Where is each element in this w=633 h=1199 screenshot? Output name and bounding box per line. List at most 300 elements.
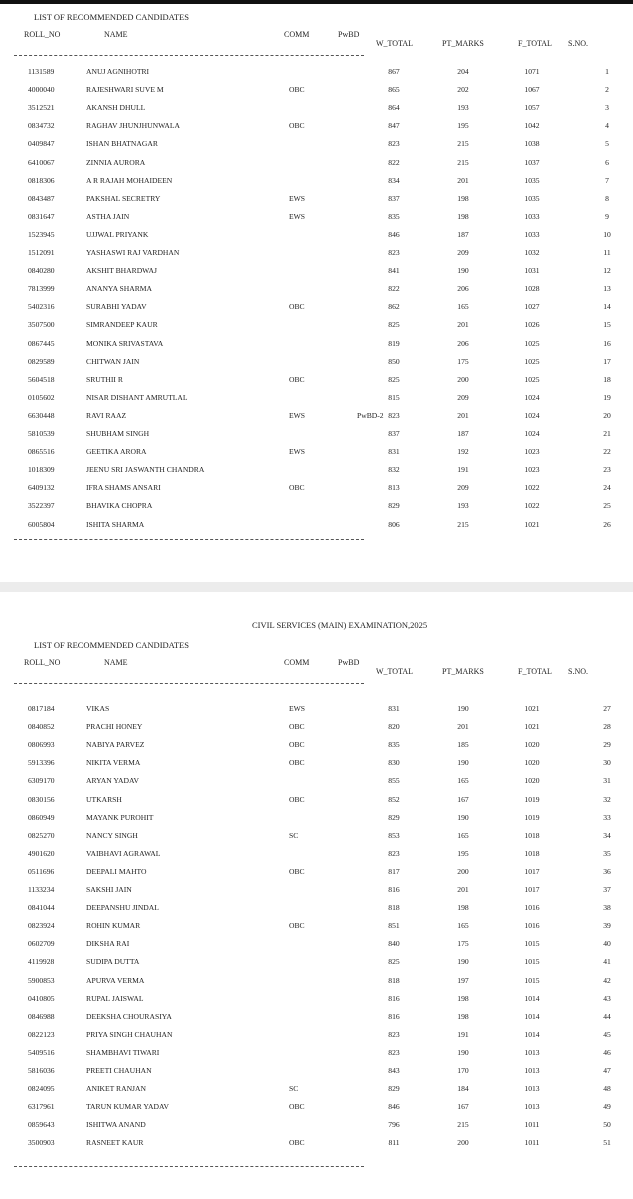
- sno-cell: 14: [603, 302, 611, 312]
- table-row: [0, 339, 633, 357]
- pt-marks-cell: 215: [457, 139, 469, 149]
- f-total-cell: 1031: [524, 266, 540, 276]
- table-row: [0, 121, 633, 139]
- sno-cell: 12: [603, 266, 611, 276]
- document-page-2: [0, 592, 633, 1199]
- table-row: [0, 520, 633, 538]
- name-cell: SRUTHII R: [86, 374, 123, 384]
- f-total-cell: 1024: [524, 429, 540, 438]
- table-row: [0, 176, 633, 194]
- name-cell: ISHITA SHARMA: [86, 519, 145, 529]
- f-total-cell: 1028: [524, 284, 540, 294]
- f-total-cell: 1026: [524, 320, 540, 330]
- w-total-cell: 846: [388, 229, 400, 239]
- name-cell: ISHITWA ANAND: [86, 1120, 146, 1130]
- table-row: [0, 831, 633, 849]
- f-total-cell: 1019: [524, 794, 540, 804]
- name-cell: SURABHI YADAV: [86, 302, 147, 312]
- roll-no-cell: 0834732: [28, 121, 55, 131]
- sno-cell: 31: [603, 776, 611, 786]
- f-total-cell: 1057: [524, 103, 540, 113]
- pt-marks-cell: 193: [457, 103, 469, 113]
- w-total-cell: 811: [388, 1138, 400, 1148]
- sno-cell: 26: [603, 519, 611, 529]
- table-row: [0, 1102, 633, 1120]
- pt-marks-cell: 165: [457, 776, 469, 786]
- name-cell: RUPAL JAISWAL: [86, 993, 144, 1003]
- f-total-cell: 1038: [524, 139, 540, 149]
- roll-no-cell: 0840852: [28, 722, 55, 732]
- w-total-cell: 825: [388, 957, 400, 967]
- pt-marks-cell: 185: [457, 740, 469, 750]
- name-cell: PRACHI HONEY: [86, 722, 143, 732]
- table-row: [0, 447, 633, 465]
- sno-cell: 10: [603, 229, 611, 239]
- header-pt-marks: PT_MARKS: [442, 39, 484, 48]
- table-row: [0, 212, 633, 230]
- f-total-cell: 1071: [524, 67, 540, 76]
- roll-no-cell: 0823924: [28, 921, 55, 931]
- roll-no-cell: 3507500: [28, 320, 55, 330]
- sno-cell: 33: [603, 812, 611, 822]
- roll-no-cell: 1523945: [28, 229, 55, 239]
- pt-marks-cell: 190: [457, 812, 469, 822]
- w-total-cell: 834: [388, 175, 400, 185]
- roll-no-cell: 0841044: [28, 903, 55, 913]
- table-row: [0, 302, 633, 320]
- roll-no-cell: 1512091: [28, 248, 55, 257]
- w-total-cell: 847: [388, 121, 400, 131]
- w-total-cell: 846: [388, 1102, 400, 1112]
- table-row: [0, 194, 633, 212]
- comm-cell: EWS: [289, 447, 306, 457]
- name-cell: ANANYA SHARMA: [86, 284, 153, 294]
- f-total-cell: 1067: [524, 85, 540, 95]
- comm-cell: OBC: [289, 722, 305, 732]
- table-row: [0, 320, 633, 338]
- name-cell: RAVI RAAZ: [86, 410, 127, 420]
- header-divider: [14, 55, 364, 56]
- pt-marks-cell: 215: [457, 519, 469, 529]
- w-total-cell: 865: [388, 85, 400, 95]
- table-row: [0, 813, 633, 831]
- pt-marks-cell: 201: [457, 320, 469, 330]
- roll-no-cell: 7813999: [28, 284, 55, 294]
- f-total-cell: 1025: [524, 374, 540, 384]
- pt-marks-cell: 200: [457, 1138, 469, 1148]
- sno-cell: 44: [603, 1011, 611, 1021]
- roll-no-cell: 5604518: [28, 374, 55, 384]
- sno-cell: 43: [603, 993, 611, 1003]
- page-gap: [0, 582, 633, 592]
- f-total-cell: 1021: [524, 722, 540, 732]
- sno-cell: 11: [603, 248, 611, 257]
- w-total-cell: 837: [388, 193, 400, 203]
- pt-marks-cell: 209: [457, 248, 469, 257]
- table-row: [0, 230, 633, 248]
- w-total-cell: 831: [388, 704, 400, 713]
- roll-no-cell: 0865516: [28, 447, 55, 457]
- f-total-cell: 1035: [524, 175, 540, 185]
- w-total-cell: 816: [388, 885, 400, 894]
- roll-no-cell: 1131589: [28, 67, 55, 76]
- name-cell: SUDIPA DUTTA: [86, 957, 140, 967]
- name-cell: AKANSH DHULL: [86, 103, 146, 113]
- w-total-cell: 835: [388, 211, 400, 221]
- pt-marks-cell: 170: [457, 1066, 469, 1075]
- name-cell: RASNEET KAUR: [86, 1138, 144, 1148]
- table-row: [0, 393, 633, 411]
- pt-marks-cell: 167: [457, 1102, 469, 1112]
- table-row: [0, 429, 633, 447]
- w-total-cell: 831: [388, 447, 400, 457]
- name-cell: AKSHIT BHARDWAJ: [86, 266, 157, 276]
- name-cell: UJJWAL PRIYANK: [86, 229, 149, 239]
- table-row: [0, 266, 633, 284]
- f-total-cell: 1020: [524, 758, 540, 768]
- table-row: [0, 939, 633, 957]
- header-roll-no: ROLL_NO: [24, 658, 61, 667]
- f-total-cell: 1015: [524, 975, 540, 985]
- w-total-cell: 830: [388, 758, 400, 768]
- table-row: [0, 867, 633, 885]
- name-cell: TARUN KUMAR YADAV: [86, 1102, 169, 1112]
- pt-marks-cell: 215: [457, 157, 469, 167]
- f-total-cell: 1023: [524, 465, 540, 475]
- header-roll-no: ROLL_NO: [24, 30, 61, 39]
- w-total-cell: 829: [388, 812, 400, 822]
- table-row: [0, 158, 633, 176]
- roll-no-cell: 0105602: [28, 392, 55, 402]
- w-total-cell: 837: [388, 429, 400, 438]
- sno-cell: 30: [603, 758, 611, 768]
- f-total-cell: 1033: [524, 229, 540, 239]
- table-row: [0, 957, 633, 975]
- roll-no-cell: 0602709: [28, 939, 55, 949]
- table-row: [0, 758, 633, 776]
- f-total-cell: 1017: [524, 866, 540, 876]
- roll-no-cell: 1018309: [28, 465, 55, 475]
- pt-marks-cell: 209: [457, 483, 469, 493]
- roll-no-cell: 0831647: [28, 211, 55, 221]
- name-cell: PAKSHAL SECRETRY: [86, 193, 161, 203]
- table-row: [0, 795, 633, 813]
- pt-marks-cell: 190: [457, 758, 469, 768]
- pt-marks-cell: 195: [457, 848, 469, 858]
- name-cell: A R RAJAH MOHAIDEEN: [86, 175, 173, 185]
- pt-marks-cell: 201: [457, 885, 469, 894]
- pt-marks-cell: 198: [457, 1011, 469, 1021]
- pt-marks-cell: 190: [457, 1047, 469, 1057]
- f-total-cell: 1037: [524, 157, 540, 167]
- w-total-cell: 796: [388, 1120, 400, 1130]
- pt-marks-cell: 165: [457, 830, 469, 840]
- pt-marks-cell: 198: [457, 903, 469, 913]
- table-row: [0, 139, 633, 157]
- pt-marks-cell: 193: [457, 501, 469, 511]
- comm-cell: OBC: [289, 1102, 305, 1112]
- w-total-cell: 823: [388, 848, 400, 858]
- header-name: NAME: [104, 658, 128, 667]
- header-f-total: F_TOTAL: [518, 667, 552, 676]
- name-cell: ZINNIA AURORA: [86, 157, 146, 167]
- name-cell: PREETI CHAUHAN: [86, 1066, 152, 1075]
- table-row: [0, 483, 633, 501]
- header-comm: COMM: [284, 30, 310, 39]
- name-cell: NISAR DISHANT AMRUTLAL: [86, 392, 188, 402]
- table-row: [0, 357, 633, 375]
- f-total-cell: 1015: [524, 957, 540, 967]
- sno-cell: 46: [603, 1047, 611, 1057]
- table-row: [0, 1030, 633, 1048]
- sno-cell: 28: [603, 722, 611, 732]
- table-row: [0, 921, 633, 939]
- pt-marks-cell: 191: [457, 465, 469, 475]
- name-cell: NABIYA PARVEZ: [86, 740, 145, 750]
- f-total-cell: 1023: [524, 447, 540, 457]
- roll-no-cell: 0829589: [28, 356, 55, 366]
- table-row: [0, 248, 633, 266]
- f-total-cell: 1011: [524, 1120, 540, 1130]
- table-row: [0, 1012, 633, 1030]
- pt-marks-cell: 165: [457, 302, 469, 312]
- w-total-cell: 829: [388, 1084, 400, 1094]
- w-total-cell: 816: [388, 993, 400, 1003]
- pt-marks-cell: 201: [457, 175, 469, 185]
- name-cell: ASTHA JAIN: [86, 211, 130, 221]
- name-cell: ANIKET RANJAN: [86, 1084, 146, 1094]
- pt-marks-cell: 202: [457, 85, 469, 95]
- f-total-cell: 1013: [524, 1047, 540, 1057]
- table-row: [0, 776, 633, 794]
- table-row: [0, 1048, 633, 1066]
- comm-cell: OBC: [289, 921, 305, 931]
- sno-cell: 24: [603, 483, 611, 493]
- comm-cell: OBC: [289, 374, 305, 384]
- sno-cell: 18: [603, 374, 611, 384]
- sno-cell: 7: [605, 175, 609, 185]
- sno-cell: 35: [603, 848, 611, 858]
- name-cell: PRIYA SINGH CHAUHAN: [86, 1029, 173, 1039]
- roll-no-cell: 5913396: [28, 758, 55, 768]
- roll-no-cell: 0860949: [28, 812, 55, 822]
- table-row: [0, 375, 633, 393]
- w-total-cell: 823: [388, 139, 400, 149]
- pwbd-cell: PwBD-2: [357, 410, 384, 420]
- comm-cell: EWS: [289, 211, 306, 221]
- comm-cell: OBC: [289, 866, 305, 876]
- sno-cell: 25: [603, 501, 611, 511]
- pt-marks-cell: 198: [457, 993, 469, 1003]
- table-row: [0, 465, 633, 483]
- w-total-cell: 818: [388, 903, 400, 913]
- roll-no-cell: 0840280: [28, 266, 55, 276]
- sno-cell: 1: [605, 67, 609, 76]
- roll-no-cell: 0825270: [28, 830, 55, 840]
- table-row: [0, 903, 633, 921]
- pt-marks-cell: 175: [457, 356, 469, 366]
- f-total-cell: 1022: [524, 501, 540, 511]
- comm-cell: OBC: [289, 1138, 305, 1148]
- roll-no-cell: 6309170: [28, 776, 55, 786]
- list-title: LIST OF RECOMMENDED CANDIDATES: [34, 640, 189, 650]
- name-cell: DIKSHA RAI: [86, 939, 130, 949]
- roll-no-cell: 0824095: [28, 1084, 55, 1094]
- roll-no-cell: 1133234: [28, 885, 55, 894]
- table-row: [0, 704, 633, 722]
- table-row: [0, 85, 633, 103]
- f-total-cell: 1025: [524, 356, 540, 366]
- sno-cell: 37: [603, 885, 611, 894]
- pt-marks-cell: 198: [457, 193, 469, 203]
- pt-marks-cell: 204: [457, 67, 469, 76]
- f-total-cell: 1035: [524, 193, 540, 203]
- w-total-cell: 864: [388, 103, 400, 113]
- roll-no-cell: 4119928: [28, 957, 55, 967]
- name-cell: NANCY SINGH: [86, 830, 138, 840]
- f-total-cell: 1020: [524, 776, 540, 786]
- roll-no-cell: 3512521: [28, 103, 55, 113]
- f-total-cell: 1017: [524, 885, 540, 894]
- roll-no-cell: 0410805: [28, 993, 55, 1003]
- sno-cell: 23: [603, 465, 611, 475]
- table-row: [0, 722, 633, 740]
- roll-no-cell: 0859643: [28, 1120, 55, 1130]
- f-total-cell: 1021: [524, 519, 540, 529]
- sno-cell: 36: [603, 866, 611, 876]
- name-cell: IFRA SHAMS ANSARI: [86, 483, 161, 493]
- pt-marks-cell: 190: [457, 704, 469, 713]
- f-total-cell: 1016: [524, 921, 540, 931]
- roll-no-cell: 0806993: [28, 740, 55, 750]
- sno-cell: 19: [603, 392, 611, 402]
- w-total-cell: 853: [388, 830, 400, 840]
- roll-no-cell: 0830156: [28, 794, 55, 804]
- pt-marks-cell: 197: [457, 975, 469, 985]
- sno-cell: 6: [605, 157, 609, 167]
- sno-cell: 48: [603, 1084, 611, 1094]
- roll-no-cell: 6409132: [28, 483, 55, 493]
- name-cell: NIKITA VERMA: [86, 758, 141, 768]
- w-total-cell: 843: [388, 1066, 400, 1075]
- table-row: [0, 976, 633, 994]
- table-row: [0, 1120, 633, 1138]
- f-total-cell: 1013: [524, 1084, 540, 1094]
- pt-marks-cell: 190: [457, 957, 469, 967]
- f-total-cell: 1014: [524, 1029, 540, 1039]
- header-pwbd: PwBD: [338, 30, 360, 39]
- comm-cell: OBC: [289, 121, 305, 131]
- sno-cell: 50: [603, 1120, 611, 1130]
- sno-cell: 16: [603, 338, 611, 348]
- header-f-total: F_TOTAL: [518, 39, 552, 48]
- f-total-cell: 1019: [524, 812, 540, 822]
- w-total-cell: 825: [388, 374, 400, 384]
- w-total-cell: 840: [388, 939, 400, 949]
- roll-no-cell: 3522397: [28, 501, 55, 511]
- table-row: [0, 1084, 633, 1102]
- roll-no-cell: 3500903: [28, 1138, 55, 1148]
- f-total-cell: 1042: [524, 121, 540, 131]
- roll-no-cell: 0822123: [28, 1029, 55, 1039]
- name-cell: ISHAN BHATNAGAR: [86, 139, 158, 149]
- table-row: [0, 103, 633, 121]
- w-total-cell: 817: [388, 866, 400, 876]
- name-cell: DEEKSHA CHOURASIYA: [86, 1011, 172, 1021]
- roll-no-cell: 6005804: [28, 519, 55, 529]
- f-total-cell: 1018: [524, 830, 540, 840]
- sno-cell: 29: [603, 740, 611, 750]
- pt-marks-cell: 184: [457, 1084, 469, 1094]
- f-total-cell: 1014: [524, 1011, 540, 1021]
- name-cell: JEENU SRI JASWANTH CHANDRA: [86, 465, 205, 475]
- table-row: [0, 994, 633, 1012]
- name-cell: SHUBHAM SINGH: [86, 429, 150, 438]
- pt-marks-cell: 201: [457, 410, 469, 420]
- footer-divider: [14, 1166, 364, 1167]
- f-total-cell: 1025: [524, 338, 540, 348]
- pt-marks-cell: 200: [457, 866, 469, 876]
- name-cell: UTKARSH: [86, 794, 122, 804]
- pt-marks-cell: 198: [457, 211, 469, 221]
- name-cell: SAKSHI JAIN: [86, 885, 132, 894]
- roll-no-cell: 5409516: [28, 1047, 55, 1057]
- exam-title: CIVIL SERVICES (MAIN) EXAMINATION,2025: [252, 620, 428, 630]
- w-total-cell: 823: [388, 410, 400, 420]
- table-row: [0, 885, 633, 903]
- f-total-cell: 1032: [524, 248, 540, 257]
- sno-cell: 38: [603, 903, 611, 913]
- name-cell: ANUJ AGNIHOTRI: [86, 67, 150, 76]
- table-row: [0, 501, 633, 519]
- f-total-cell: 1014: [524, 993, 540, 1003]
- sno-cell: 49: [603, 1102, 611, 1112]
- w-total-cell: 841: [388, 266, 400, 276]
- roll-no-cell: 5816036: [28, 1066, 55, 1075]
- sno-cell: 32: [603, 794, 611, 804]
- pt-marks-cell: 190: [457, 266, 469, 276]
- name-cell: MAYANK PUROHIT: [86, 812, 154, 822]
- w-total-cell: 813: [388, 483, 400, 493]
- f-total-cell: 1013: [524, 1102, 540, 1112]
- table-row: [0, 1138, 633, 1156]
- pt-marks-cell: 191: [457, 1029, 469, 1039]
- table-row: [0, 740, 633, 758]
- comm-cell: OBC: [289, 302, 305, 312]
- sno-cell: 13: [603, 284, 611, 294]
- sno-cell: 39: [603, 921, 611, 931]
- f-total-cell: 1024: [524, 392, 540, 402]
- f-total-cell: 1018: [524, 848, 540, 858]
- sno-cell: 22: [603, 447, 611, 457]
- w-total-cell: 855: [388, 776, 400, 786]
- pt-marks-cell: 187: [457, 429, 469, 438]
- name-cell: MONIKA SRIVASTAVA: [86, 338, 164, 348]
- header-pt-marks: PT_MARKS: [442, 667, 484, 676]
- sno-cell: 47: [603, 1066, 611, 1075]
- w-total-cell: 835: [388, 740, 400, 750]
- header-pwbd: PwBD: [338, 658, 360, 667]
- comm-cell: OBC: [289, 758, 305, 768]
- w-total-cell: 862: [388, 302, 400, 312]
- pt-marks-cell: 195: [457, 121, 469, 131]
- w-total-cell: 851: [388, 921, 400, 931]
- sno-cell: 21: [603, 429, 611, 438]
- name-cell: APURVA VERMA: [86, 975, 145, 985]
- w-total-cell: 852: [388, 794, 400, 804]
- sno-cell: 9: [605, 211, 609, 221]
- table-row: [0, 411, 633, 429]
